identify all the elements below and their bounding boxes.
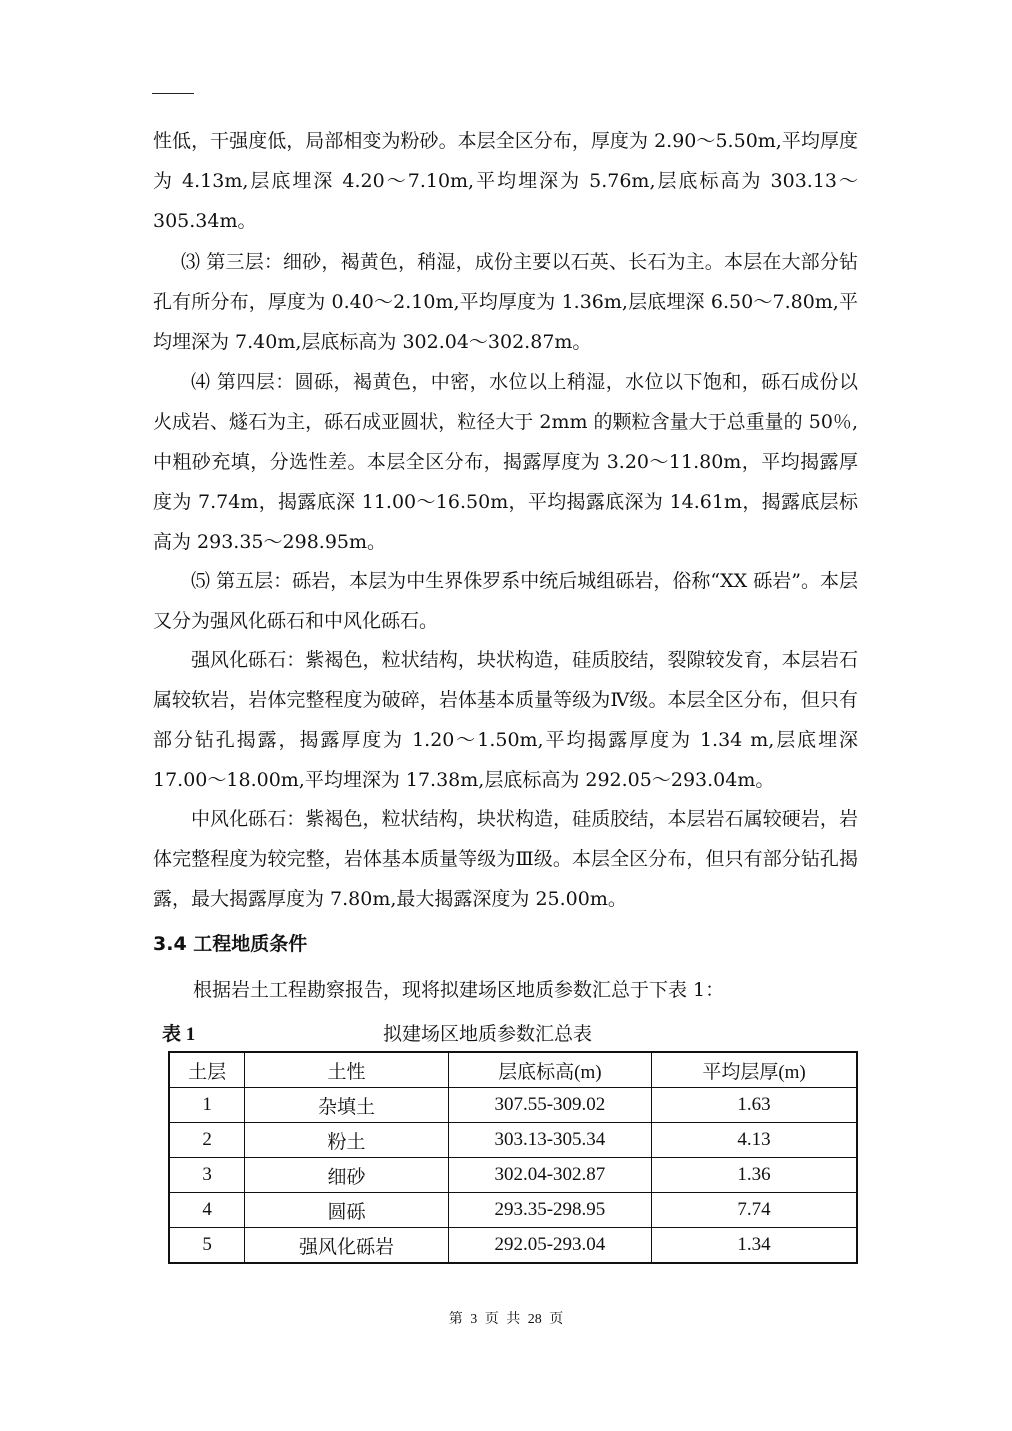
header-soil-type: 土性 xyxy=(245,1052,448,1088)
table-row xyxy=(169,1088,857,1123)
geology-table xyxy=(168,1051,858,1264)
table-label: 表 1 xyxy=(162,1024,196,1045)
table-header-row xyxy=(169,1052,857,1088)
header-average-thickness: 平均层厚(m) xyxy=(652,1052,857,1088)
cell-soil-type: 粉土 xyxy=(245,1123,448,1158)
cell-soil-type: 圆砾 xyxy=(245,1193,448,1228)
table-title: 拟建场区地质参数汇总表 xyxy=(383,1023,593,1045)
paragraph-strongly-weathered: 强风化砾石：紫褐色，粒状结构，块状构造，硅质胶结，裂隙较发育，本层岩石属较软岩，岩体完整程度为破碎，岩体基本质量等级为Ⅳ级。本层全区分布，但只有部分钻孔揭露，揭露厚度为 1.20～1.50m,平均揭露厚度为 1.34 m,层底埋深 17.00～18.00m,平均埋深为 17.38m,层底标高为 292.05～293.04m。 xyxy=(153,649,858,791)
page-footer: 第 3 页 共 28 页 xyxy=(448,1312,564,1327)
cell-layer: 2 xyxy=(169,1123,245,1158)
paragraph-layer5: ⑸ 第五层：砾岩，本层为中生界侏罗系中统后城组砾岩，俗称“XX 砾岩”。本层又分为强风化砾石和中风化砾石。 xyxy=(153,570,858,632)
cell-average-thickness: 1.36 xyxy=(652,1158,857,1193)
paragraph-layer2-continued: 性低，干强度低，局部相变为粉砂。本层全区分布，厚度为 2.90～5.50m,平均厚度为 4.13m,层底埋深 4.20～7.10m,平均埋深为 5.76m,层底标高为 303.13～305.34m。 xyxy=(153,130,858,232)
header-bottom-elevation: 层底标高(m) xyxy=(448,1052,651,1088)
cell-soil-type: 强风化砾岩 xyxy=(245,1228,448,1264)
header-rule xyxy=(152,93,194,94)
header-layer: 土层 xyxy=(169,1052,245,1088)
table-row xyxy=(169,1158,857,1193)
cell-bottom-elevation: 293.35-298.95 xyxy=(448,1193,651,1228)
table-row xyxy=(169,1123,857,1158)
cell-bottom-elevation: 307.55-309.02 xyxy=(448,1088,651,1123)
section-heading: 3.4 工程地质条件 xyxy=(153,933,308,955)
cell-soil-type: 细砂 xyxy=(245,1158,448,1193)
cell-layer: 5 xyxy=(169,1228,245,1264)
paragraph-layer4: ⑷ 第四层：圆砾，褐黄色，中密，水位以上稍湿，水位以下饱和，砾石成份以火成岩、燧石为主，砾石成亚圆状，粒径大于 2mm 的颗粒含量大于总重量的 50％,中粗砂充填，分选性差。本层全区分布，揭露厚度为 3.20～11.80m，平均揭露厚度为 7.74m，揭露底深 11.00～16.50m，平均揭露底深为 14.61m，揭露底层标高为 293.35～298.95m。 xyxy=(153,371,858,553)
cell-average-thickness: 1.63 xyxy=(652,1088,857,1123)
table-row xyxy=(169,1228,857,1264)
cell-bottom-elevation: 302.04-302.87 xyxy=(448,1158,651,1193)
table-row xyxy=(169,1193,857,1228)
cell-average-thickness: 7.74 xyxy=(652,1193,857,1228)
cell-layer: 4 xyxy=(169,1193,245,1228)
cell-bottom-elevation: 303.13-305.34 xyxy=(448,1123,651,1158)
cell-layer: 1 xyxy=(169,1088,245,1123)
cell-average-thickness: 4.13 xyxy=(652,1123,857,1158)
cell-average-thickness: 1.34 xyxy=(652,1228,857,1264)
table-intro: 根据岩土工程勘察报告，现将拟建场区地质参数汇总于下表 1： xyxy=(193,979,725,1001)
paragraph-layer3: ⑶ 第三层：细砂，褐黄色，稍湿，成份主要以石英、长石为主。本层在大部分钻孔有所分布，厚度为 0.40～2.10m,平均厚度为 1.36m,层底埋深 6.50～7.80m,平均埋深为 7.40m,层底标高为 302.04～302.87m。 xyxy=(153,251,858,353)
paragraph-moderately-weathered: 中风化砾石：紫褐色，粒状结构，块状构造，硅质胶结，本层岩石属较硬岩，岩体完整程度为较完整，岩体基本质量等级为Ⅲ级。本层全区分布，但只有部分钻孔揭露，最大揭露厚度为 7.80m,最大揭露深度为 25.00m。 xyxy=(153,808,858,910)
cell-soil-type: 杂填土 xyxy=(245,1088,448,1123)
cell-bottom-elevation: 292.05-293.04 xyxy=(448,1228,651,1264)
cell-layer: 3 xyxy=(169,1158,245,1193)
